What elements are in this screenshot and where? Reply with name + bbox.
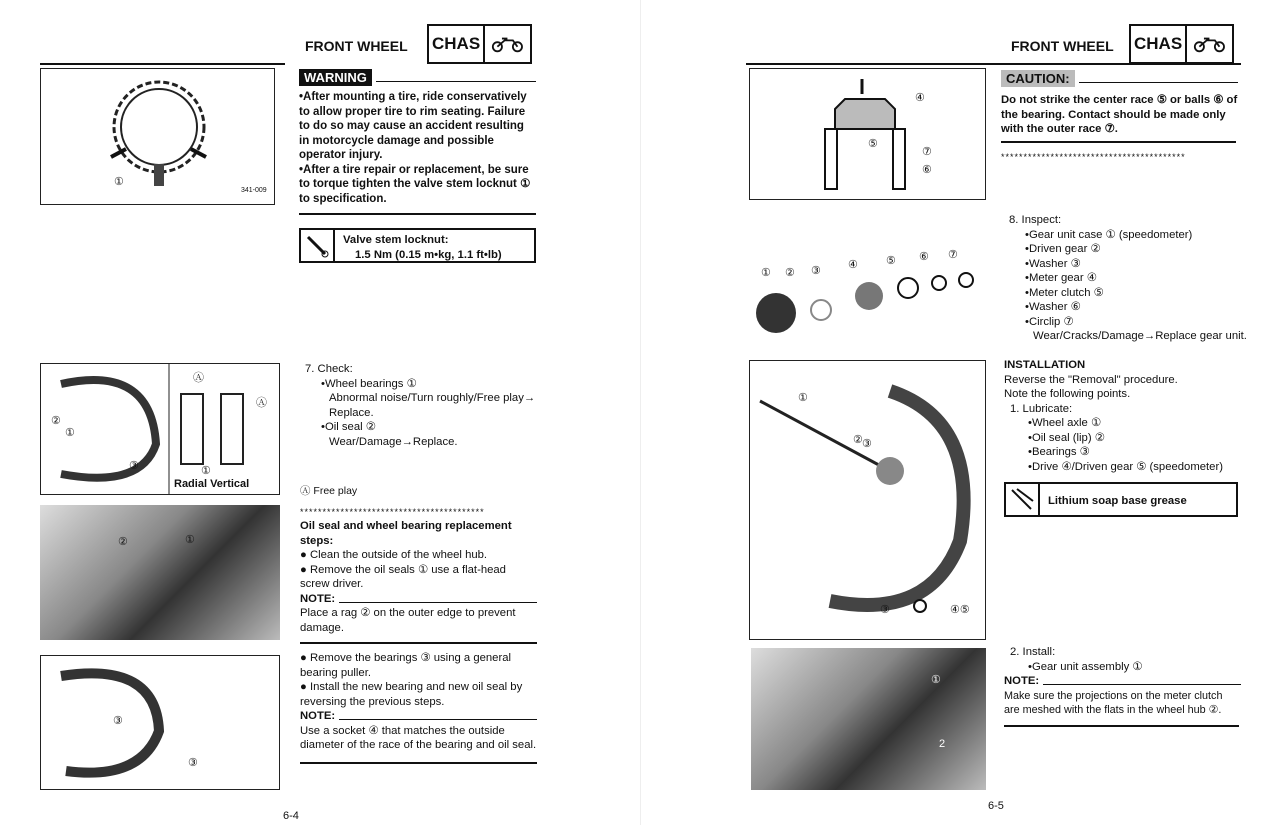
note-text: Make sure the projections on the meter clutch are meshed with the flats in the wheel hub ②. — [1004, 689, 1223, 716]
inspect-item: •Meter gear ④ — [1025, 272, 1097, 284]
callout-6: ⑥ — [922, 164, 932, 176]
chas-badge — [1129, 24, 1234, 64]
callout-3: ③ — [862, 438, 872, 450]
callout-3: ③ — [113, 715, 123, 727]
caution-label: CAUTION: — [1001, 70, 1075, 87]
step-title: 2. Install: — [1010, 646, 1056, 658]
check-result: Abnormal noise/Turn roughly/Free play→ Replace. — [329, 392, 536, 419]
figure-bearing-check — [40, 363, 280, 495]
replacement-steps-2 — [300, 651, 537, 753]
callout-3: ③ — [188, 757, 198, 769]
check-item: •Oil seal ② — [321, 421, 376, 433]
note-label: NOTE: — [1004, 675, 1040, 687]
caution-block — [1001, 70, 1238, 137]
divider — [1001, 141, 1236, 143]
header-rule — [746, 63, 1241, 65]
install-step — [1004, 645, 1241, 718]
note-label: NOTE: — [300, 710, 336, 722]
callout-2: ② — [118, 536, 128, 548]
step-item: ● Clean the outside of the wheel hub. — [300, 549, 488, 561]
chas-badge — [427, 24, 532, 64]
callout-5: ⑤ — [868, 138, 878, 150]
callout-3: ③ — [129, 460, 139, 472]
star-divider: ***************************************** — [1001, 152, 1186, 162]
callout-7: ⑦ — [922, 146, 932, 158]
torque-wrench-icon — [301, 230, 335, 261]
installation-line: Note the following points. — [1004, 388, 1131, 400]
photo-gear-unit — [751, 648, 986, 790]
installation-line: Reverse the "Removal" procedure. — [1004, 373, 1178, 386]
callout-A: Ⓐ — [256, 397, 267, 409]
inspect-item: •Washer ③ — [1025, 257, 1081, 270]
check-result: Wear/Damage→Replace. — [329, 435, 458, 448]
warning-block — [299, 69, 536, 206]
grease-label: Lithium soap base grease — [1048, 495, 1187, 507]
warning-item: •After mounting a tire, ride conservatively to allow proper tire to rim seating. Failure to do so may cause an accident resulting in motorcycle damage and possible operator injury. — [299, 91, 527, 161]
inspect-item: •Washer ⑥ — [1025, 301, 1081, 313]
figure-caption: Radial Vertical — [174, 478, 250, 490]
warning-item: •After a tire repair or replacement, be sure to torque tighten the valve stem locknut ① to specification. — [299, 163, 531, 205]
callout-6: ⑥ — [919, 251, 929, 263]
inspect-step — [1009, 213, 1249, 344]
callout-1: ① — [185, 534, 195, 546]
callout-2: ② — [51, 415, 61, 427]
right-page — [640, 0, 1280, 825]
callout-5: ⑤ — [886, 255, 896, 267]
inspect-item: •Driven gear ② — [1025, 243, 1101, 255]
callout-1: ① — [114, 176, 124, 188]
figure-bearing-install — [749, 68, 986, 200]
torque-label: Valve stem locknut: — [343, 234, 449, 246]
callout-1: ① — [761, 267, 771, 279]
note-text: Use a socket ④ that matches the outside diameter of the race of the bearing and oil seal. — [300, 724, 537, 751]
callout-1: ① — [931, 674, 941, 686]
inspect-result: Wear/Cracks/Damage→Replace gear unit. — [1033, 330, 1247, 342]
star-divider: ***************************************** — [300, 507, 485, 517]
grease-gun-icon — [1006, 484, 1040, 515]
photo-oil-seal-removal — [40, 505, 280, 640]
installation-section — [1004, 358, 1244, 474]
section-title: FRONT WHEEL — [1011, 38, 1114, 54]
header-rule — [40, 63, 285, 65]
step-item: ● Remove the oil seals ① use a flat-head screw driver. — [300, 563, 506, 590]
step-item: ● Remove the bearings ③ using a general bearing puller. — [300, 652, 512, 679]
callout-2: 2 — [939, 738, 946, 750]
callout-4: ④ — [848, 259, 858, 271]
callout-1: ① — [65, 427, 75, 439]
check-step — [305, 362, 540, 449]
divider — [300, 642, 537, 644]
figure-code: 341-009 — [241, 187, 267, 194]
torque-spec-box — [299, 228, 536, 263]
page-number: 6-5 — [988, 800, 1004, 812]
callout-2: ② — [785, 267, 795, 279]
lubricate-item: •Wheel axle ① — [1028, 417, 1102, 429]
callout-4-5: ④⑤ — [950, 604, 970, 616]
torque-value: 1.5 Nm (0.15 m•kg, 1.1 ft•lb) — [355, 248, 502, 261]
callout-2: ② — [853, 434, 863, 446]
chas-label: CHAS — [429, 26, 485, 62]
figure-tire-valve — [40, 68, 275, 205]
step-item: ● Install the new bearing and new oil seal by reversing the previous steps. — [300, 681, 523, 708]
grease-spec-box — [1004, 482, 1238, 517]
motorcycle-icon — [491, 34, 524, 54]
replacement-steps — [300, 519, 537, 635]
figure-bearing-removal — [40, 655, 280, 790]
inspect-item: •Gear unit case ① (speedometer) — [1025, 228, 1193, 241]
lubricate-item: •Bearings ③ — [1028, 446, 1090, 458]
inspect-item: •Meter clutch ⑤ — [1025, 286, 1104, 299]
callout-3: ③ — [811, 265, 821, 277]
callout-4: ④ — [915, 92, 925, 104]
figure-wheel-exploded — [749, 360, 986, 640]
installation-title: INSTALLATION — [1004, 359, 1086, 371]
divider — [300, 762, 537, 764]
note-text: Place a rag ② on the outer edge to prevent damage. — [300, 607, 516, 634]
callout-1: ① — [201, 465, 211, 477]
motorcycle-icon — [1193, 34, 1226, 54]
inspect-item: •Circlip ⑦ — [1025, 315, 1074, 328]
step-title: 7. Check: — [305, 363, 353, 375]
check-item: •Wheel bearings ① — [321, 377, 417, 390]
warning-label: WARNING — [299, 69, 372, 86]
legend-free-play: Ⓐ Free play — [300, 485, 358, 497]
callout-1: ① — [798, 392, 808, 404]
steps-title: Oil seal and wheel bearing replacement steps: — [300, 520, 512, 547]
divider — [299, 213, 536, 215]
install-item: •Gear unit assembly ① — [1028, 660, 1143, 673]
lubricate-item: •Drive ④/Driven gear ⑤ (speedometer) — [1028, 460, 1223, 473]
section-title: FRONT WHEEL — [305, 38, 408, 54]
lubricate-item: •Oil seal (lip) ② — [1028, 431, 1105, 444]
page-number: 6-4 — [283, 810, 299, 822]
caution-text: Do not strike the center race ⑤ or balls ⑥ of the bearing. Contact should be made only with the outer race ⑦. — [1001, 94, 1238, 135]
step-title: 8. Inspect: — [1009, 214, 1062, 226]
callout-7: ⑦ — [948, 249, 958, 261]
divider — [1004, 725, 1239, 727]
step-title: 1. Lubricate: — [1010, 402, 1073, 415]
figure-gear-parts — [751, 248, 986, 338]
callout-3: ③ — [880, 604, 890, 616]
callout-A: Ⓐ — [193, 372, 204, 384]
note-label: NOTE: — [300, 592, 336, 605]
chas-label: CHAS — [1131, 26, 1187, 62]
